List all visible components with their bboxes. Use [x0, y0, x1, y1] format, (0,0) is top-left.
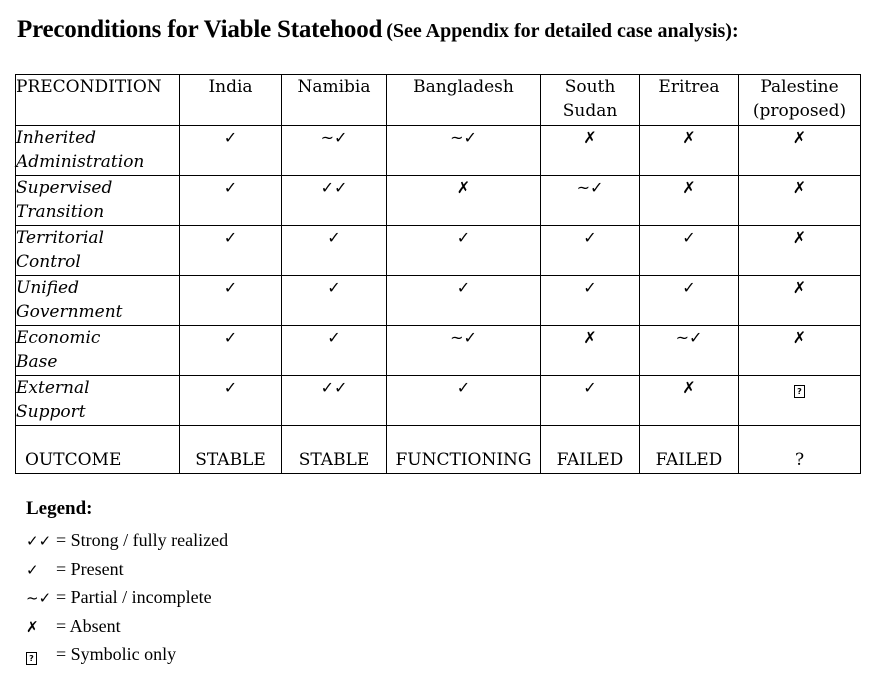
outcome-value: STABLE: [282, 426, 387, 474]
legend-item: [26, 640, 228, 669]
legend: [26, 498, 228, 669]
mark-cell: ✓: [541, 376, 640, 426]
table-header-row: [16, 75, 861, 126]
legend-symbol: ✓✓: [26, 532, 52, 550]
mark-cell: ✓: [180, 326, 282, 376]
symbolic-only-icon: ?: [794, 385, 805, 398]
outcome-value: FAILED: [541, 426, 640, 474]
table-row: [16, 376, 861, 426]
outcome-value: ?: [739, 426, 861, 474]
legend-symbol: ✓: [26, 560, 39, 579]
mark-cell: ✓: [640, 226, 739, 276]
mark-cell: ✓: [541, 226, 640, 276]
row-label-line: Support: [16, 402, 86, 422]
header-country-eritrea: [640, 75, 739, 126]
header-line: (proposed): [752, 101, 847, 121]
table-row: [16, 326, 861, 376]
mark-cell: ✗: [739, 326, 861, 376]
mark-cell: ✗: [739, 226, 861, 276]
row-label-line: External: [16, 378, 90, 398]
row-label-inherited-administration: [16, 126, 180, 176]
header-country-palestine: [739, 75, 861, 126]
mark-cell: ✓: [541, 276, 640, 326]
mark-cell: ~✓: [387, 326, 541, 376]
header-line: India: [208, 77, 253, 97]
header-line: Palestine: [760, 77, 839, 97]
header-country-india: [180, 75, 282, 126]
legend-item: [26, 583, 228, 612]
mark-cell-symbolic: [739, 376, 861, 426]
mark-cell: ✓: [282, 276, 387, 326]
preconditions-table: [15, 74, 861, 474]
legend-text: = Partial / incomplete: [56, 587, 212, 607]
header-line: Sudan: [562, 101, 618, 121]
mark-cell: ✓: [180, 226, 282, 276]
mark-cell: ✓: [282, 326, 387, 376]
mark-cell: ✓: [180, 126, 282, 176]
table-row: [16, 276, 861, 326]
mark-cell: ~✓: [640, 326, 739, 376]
legend-text: = Present: [56, 558, 124, 579]
header-line: Bangladesh: [413, 77, 514, 97]
row-label-line: Base: [16, 352, 58, 372]
table-row: [16, 126, 861, 176]
mark-cell: ✓: [180, 376, 282, 426]
page-title: [17, 16, 739, 44]
mark-cell: ~✓: [387, 126, 541, 176]
mark-cell: ~✓: [282, 126, 387, 176]
row-label-line: Transition: [16, 202, 105, 222]
legend-text: = Absent: [56, 615, 121, 636]
header-country-namibia: [282, 75, 387, 126]
mark-cell: ✓✓: [282, 176, 387, 226]
row-label-unified-government: [16, 276, 180, 326]
header-line: Eritrea: [658, 77, 720, 97]
mark-cell: ✗: [541, 326, 640, 376]
mark-cell: ✓: [387, 376, 541, 426]
row-label-line: Supervised: [16, 178, 113, 198]
title-subtitle: (See Appendix for detailed case analysis):: [386, 20, 739, 42]
mark-cell: ✓: [180, 176, 282, 226]
legend-symbol: [26, 641, 56, 669]
symbolic-only-icon: ?: [26, 652, 37, 665]
outcome-value: FAILED: [640, 426, 739, 474]
mark-cell: ~✓: [541, 176, 640, 226]
header-line: Namibia: [297, 77, 371, 97]
mark-cell: ✗: [739, 126, 861, 176]
mark-cell: ✓: [282, 226, 387, 276]
legend-title: Legend:: [26, 498, 93, 519]
outcome-value: STABLE: [180, 426, 282, 474]
outcome-label: OUTCOME: [16, 426, 180, 474]
table-row: [16, 176, 861, 226]
legend-text: = Symbolic only: [56, 644, 177, 664]
mark-cell: ✗: [640, 376, 739, 426]
row-label-line: Territorial: [16, 228, 104, 248]
header-country-south-sudan: [541, 75, 640, 126]
legend-item: [26, 526, 228, 555]
row-label-line: Unified: [16, 278, 79, 298]
legend-item: [26, 612, 228, 641]
header-line: South: [564, 77, 616, 97]
outcome-row: [16, 426, 861, 474]
legend-text: = Strong / fully realized: [56, 530, 229, 550]
header-precondition: PRECONDITION: [16, 75, 180, 126]
legend-symbol: ~✓: [26, 589, 52, 607]
row-label-line: Economic: [16, 328, 101, 348]
mark-cell: ✗: [640, 176, 739, 226]
mark-cell: ✓✓: [282, 376, 387, 426]
mark-cell: ✓: [387, 276, 541, 326]
mark-cell: ✗: [541, 126, 640, 176]
mark-cell: ✓: [180, 276, 282, 326]
mark-cell: ✗: [387, 176, 541, 226]
title-main: Preconditions for Viable Statehood: [17, 16, 383, 43]
table-row: [16, 226, 861, 276]
legend-item: [26, 555, 228, 584]
row-label-line: Inherited: [16, 128, 97, 148]
outcome-value: FUNCTIONING: [387, 426, 541, 474]
mark-cell: ✗: [739, 276, 861, 326]
mark-cell: ✗: [640, 126, 739, 176]
row-label-line: Government: [16, 302, 123, 322]
legend-symbol: ✗: [26, 617, 39, 636]
mark-cell: ✗: [739, 176, 861, 226]
mark-cell: ✓: [640, 276, 739, 326]
row-label-line: Administration: [16, 152, 145, 172]
header-country-bangladesh: [387, 75, 541, 126]
row-label-territorial-control: [16, 226, 180, 276]
row-label-line: Control: [16, 252, 81, 272]
row-label-economic-base: [16, 326, 180, 376]
mark-cell: ✓: [387, 226, 541, 276]
row-label-external-support: [16, 376, 180, 426]
row-label-supervised-transition: [16, 176, 180, 226]
